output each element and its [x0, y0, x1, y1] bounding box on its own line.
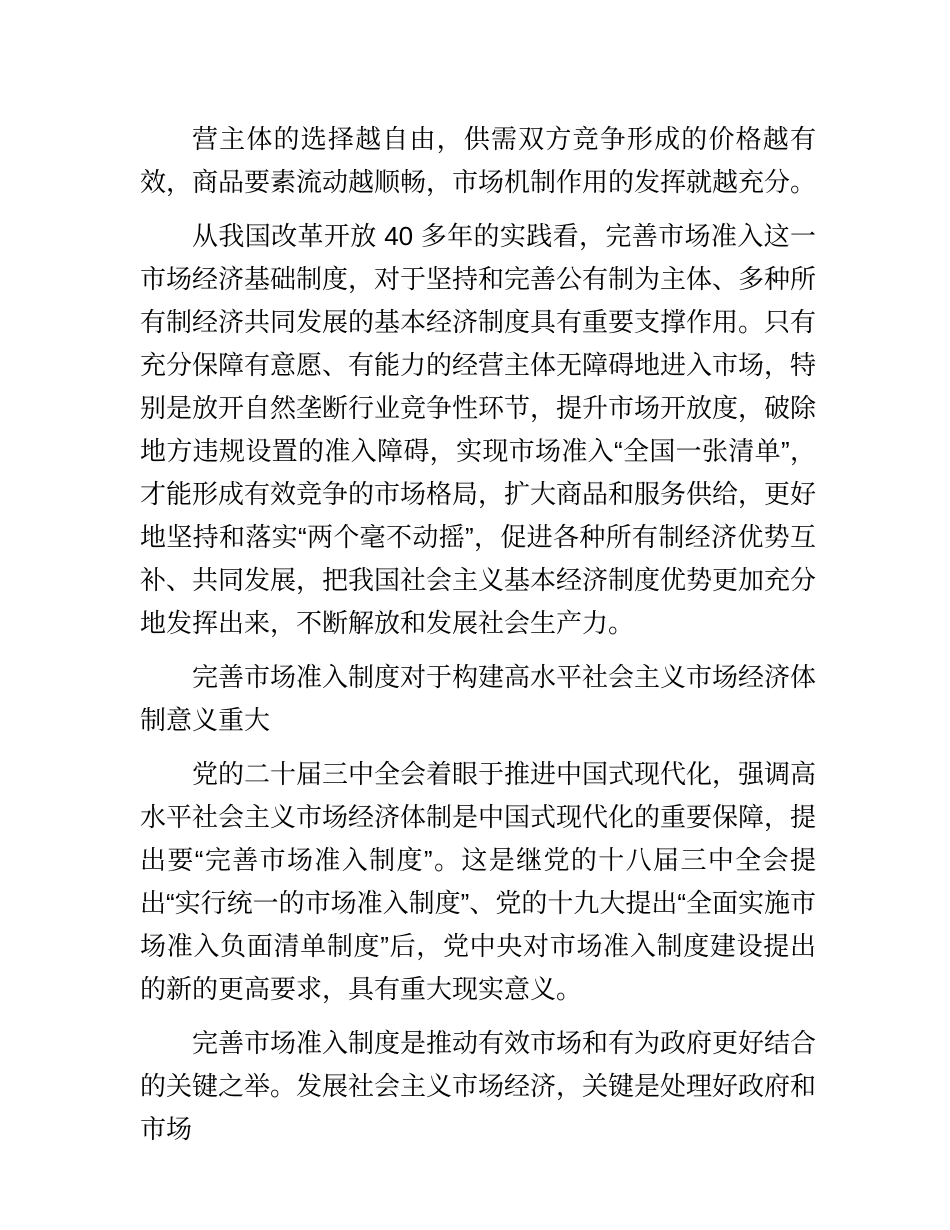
paragraph-body-3-cutoff: 完善市场准入制度是推动有效市场和有为政府更好结合的关键之举。发展社会主义市场经济，关键是处理好政府和市场 [140, 1028, 817, 1144]
paragraph-subheading: 完善市场准入制度对于构建高水平社会主义市场经济体制意义重大 [140, 662, 817, 735]
document-text-block [140, 118, 816, 1151]
paragraph-body-1: 从我国改革开放 40 多年的实践看，完善市场准入这一市场经济基础制度，对于坚持和完善公有制为主体、多种所有制经济共同发展的基本经济制度具有重要支撑作用。只有充分保障有意愿、有能力的经营主体无障碍地进入市场，特别是放开自然垄断行业竞争性环节，提升市场开放度，破除地方违规设置的准入障碍，实现市场准入“全国一张清单”，才能形成有效竞争的市场格局，扩大商品和服务供给，更好地坚持和落实“两个毫不动摇”，促进各种所有制经济优势互补、共同发展，把我国社会主义基本经济制度优势更加充分地发挥出来，不断解放和发展社会生产力。 [140, 221, 817, 638]
paragraph-body-2: 党的二十届三中全会着眼于推进中国式现代化，强调高水平社会主义市场经济体制是中国式现代化的重要保障，提出要“完善市场准入制度”。这是继党的十八届三中全会提出“实行统一的市场准入制度”、党的十九大提出“全面实施市场准入负面清单制度”后，党中央对市场准入制度建设提出的新的更高要求，具有重大现实意义。 [140, 759, 817, 1004]
paragraph-continuation: 营主体的选择越自由，供需双方竞争形成的价格越有效，商品要素流动越顺畅，市场机制作用的发挥就越充分。 [140, 124, 817, 197]
